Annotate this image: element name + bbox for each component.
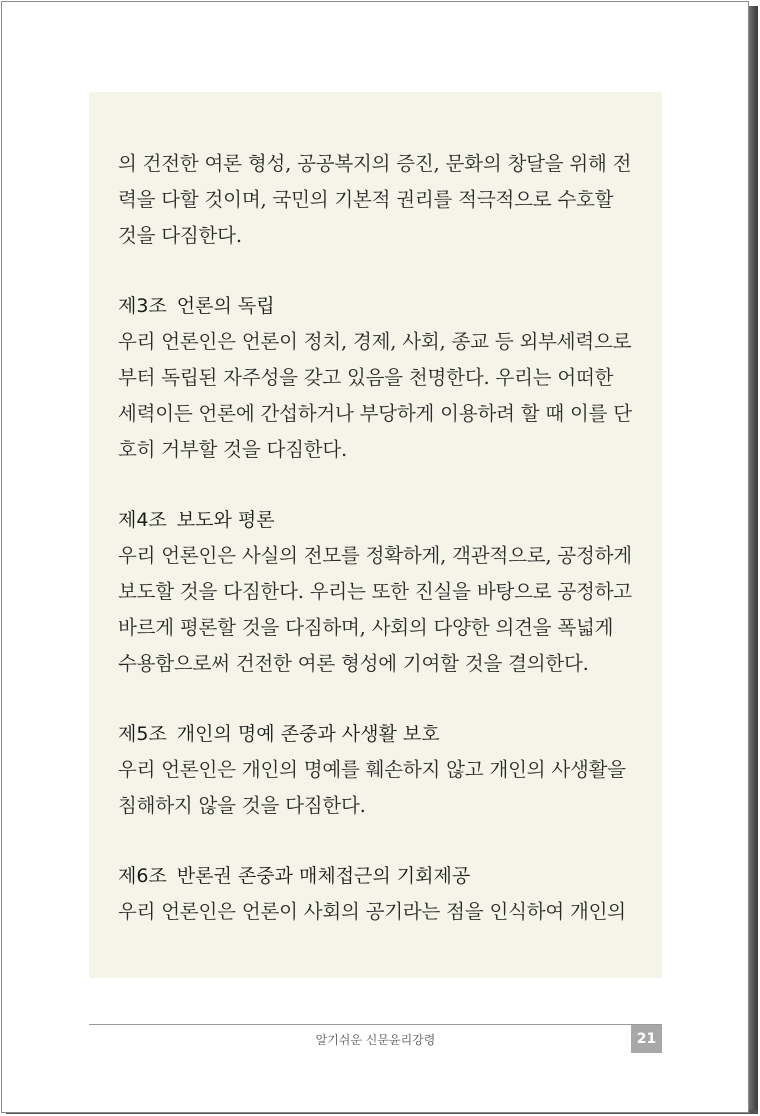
article-number: 제4조 <box>118 509 167 531</box>
article-title: 개인의 명예 존중과 사생활 보호 <box>176 723 440 745</box>
article-title: 반론권 존중과 매체접근의 기회제공 <box>176 865 471 887</box>
article-number: 제3조 <box>118 295 167 317</box>
article-6 <box>118 858 638 930</box>
article-5 <box>118 716 638 824</box>
article-title: 보도와 평론 <box>176 509 275 531</box>
article-body: 우리 언론인은 개인의 명예를 훼손하지 않고 개인의 사생활을 침해하지 않을 것을 다짐한다. <box>118 758 626 817</box>
article-heading <box>118 858 638 894</box>
article-body: 우리 언론인은 언론이 사회의 공기라는 점을 인식하여 개인의 <box>118 900 626 923</box>
article-heading <box>118 502 638 538</box>
article-body: 우리 언론인은 사실의 전모를 정확하게, 객관적으로, 공정하게 보도할 것을 다짐한다. 우리는 또한 진실을 바탕으로 공정하고 바르게 평론할 것을 다짐하며, 사회의 다양한 의견을 폭넓게 수용함으로써 건전한 여론 형성에 기여할 것을 결의한다. <box>118 544 632 675</box>
article-body: 우리 언론인은 언론이 정치, 경제, 사회, 종교 등 외부세력으로 부터 독립된 자주성을 갖고 있음을 천명한다. 우리는 어떠한 세력이든 언론에 간섭하거나 부당하게 이용하려 할 때 이를 단 호히 거부할 것을 다짐한다. <box>118 330 632 461</box>
article-title: 언론의 독립 <box>176 295 275 317</box>
article-heading <box>118 716 638 752</box>
page-edge-shadow <box>749 6 758 1114</box>
article-4 <box>118 502 638 682</box>
footer-book-title: 알기쉬운 신문윤리강령 <box>315 1033 436 1047</box>
page-number-badge: 21 <box>631 1025 662 1053</box>
article-3 <box>118 288 638 468</box>
article-number: 제5조 <box>118 723 167 745</box>
footer-divider <box>89 1024 662 1025</box>
article-number: 제6조 <box>118 865 167 887</box>
article-heading <box>118 288 638 324</box>
intro-paragraph: 의 건전한 여론 형성, 공공복지의 증진, 문화의 창달을 위해 전 력을 다할 것이며, 국민의 기본적 권리를 적극적으로 수호할 것을 다짐한다. <box>118 152 632 247</box>
text-area <box>118 146 638 930</box>
